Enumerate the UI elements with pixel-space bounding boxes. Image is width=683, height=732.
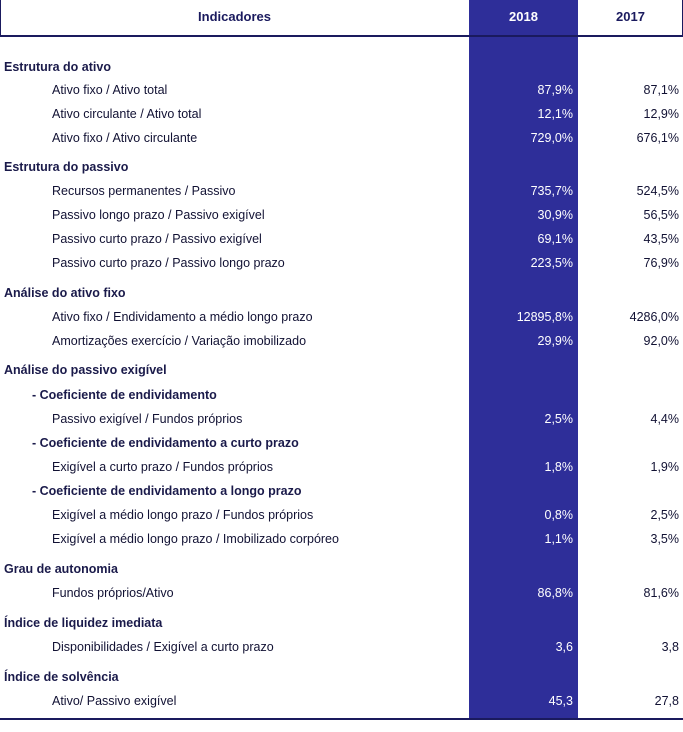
row-value-2018: 223,5% — [530, 256, 573, 270]
row-value-2018: 29,9% — [537, 334, 573, 348]
row-value-2018: 12,1% — [537, 107, 573, 121]
row-label: Ativo fixo / Ativo total — [52, 83, 168, 97]
section-estrutura-ativo: Estrutura do ativo — [4, 60, 111, 74]
subsection-coeficiente-endividamento: - Coeficiente de endividamento — [32, 388, 217, 402]
row-value-2017: 56,5% — [643, 208, 679, 222]
section-analise-passivo-exigivel: Análise do passivo exigível — [4, 363, 167, 377]
table-bottom-rule — [0, 718, 683, 720]
table-row — [0, 407, 683, 431]
table-row — [0, 455, 683, 479]
row-value-2018: 87,9% — [537, 83, 573, 97]
row-label: Ativo/ Passivo exigível — [52, 694, 177, 708]
table-row — [0, 503, 683, 527]
table-row — [0, 227, 683, 251]
table-row — [0, 527, 683, 551]
row-value-2017: 676,1% — [636, 131, 679, 145]
row-label: Ativo circulante / Ativo total — [52, 107, 202, 121]
row-value-2018: 3,6 — [555, 640, 573, 654]
table-row — [0, 635, 683, 659]
row-value-2017: 81,6% — [643, 586, 679, 600]
section-solvencia: Índice de solvência — [4, 670, 119, 684]
row-value-2017: 2,5% — [650, 508, 679, 522]
row-value-2018: 729,0% — [530, 131, 573, 145]
table-row — [0, 78, 683, 102]
row-value-2017: 524,5% — [636, 184, 679, 198]
row-label: Exigível a médio longo prazo / Fundos próprios — [52, 508, 314, 522]
row-label: Exigível a curto prazo / Fundos próprios — [52, 460, 273, 474]
table-row — [0, 305, 683, 329]
section-liquidez-imediata: Índice de liquidez imediata — [4, 616, 163, 630]
table-row — [0, 689, 683, 713]
table-row — [0, 251, 683, 275]
row-value-2018: 45,3 — [548, 694, 573, 708]
table-row — [0, 581, 683, 605]
row-value-2018: 1,1% — [544, 532, 573, 546]
row-value-2017: 3,5% — [650, 532, 679, 546]
table-row — [0, 179, 683, 203]
section-analise-ativo-fixo: Análise do ativo fixo — [4, 286, 126, 300]
row-label: Amortizações exercício / Variação imobilizado — [52, 334, 307, 348]
header-2017: 2017 — [616, 9, 645, 24]
table-row — [0, 102, 683, 126]
row-label: Passivo curto prazo / Passivo longo prazo — [52, 256, 285, 270]
row-value-2018: 69,1% — [537, 232, 573, 246]
row-value-2018: 1,8% — [544, 460, 573, 474]
row-label: Fundos próprios/Ativo — [52, 586, 174, 600]
row-label: Exigível a médio longo prazo / Imobilizado corpóreo — [52, 532, 339, 546]
header-left-border — [0, 0, 1, 36]
row-label: Passivo curto prazo / Passivo exigível — [52, 232, 262, 246]
table-row — [0, 126, 683, 150]
row-label: Passivo exigível / Fundos próprios — [52, 412, 243, 426]
row-value-2017: 87,1% — [643, 83, 679, 97]
table-row — [0, 203, 683, 227]
row-label: Disponibilidades / Exigível a curto prazo — [52, 640, 274, 654]
subsection-coeficiente-curto-prazo: - Coeficiente de endividamento a curto prazo — [32, 436, 299, 450]
section-estrutura-passivo: Estrutura do passivo — [4, 160, 129, 174]
row-value-2018: 86,8% — [537, 586, 573, 600]
row-value-2017: 4,4% — [650, 412, 679, 426]
header-indicadores: Indicadores — [198, 9, 271, 24]
row-value-2017: 92,0% — [643, 334, 679, 348]
header-2018: 2018 — [509, 9, 538, 24]
row-value-2017: 12,9% — [643, 107, 679, 121]
row-value-2018: 2,5% — [544, 412, 573, 426]
row-value-2017: 4286,0% — [629, 310, 679, 324]
section-grau-autonomia: Grau de autonomia — [4, 562, 118, 576]
row-value-2017: 3,8 — [661, 640, 679, 654]
header-bottom-rule — [0, 35, 683, 37]
row-value-2017: 76,9% — [643, 256, 679, 270]
row-label: Ativo fixo / Endividamento a médio longo prazo — [52, 310, 313, 324]
row-value-2018: 0,8% — [544, 508, 573, 522]
table-row — [0, 329, 683, 353]
row-value-2017: 43,5% — [643, 232, 679, 246]
row-value-2017: 1,9% — [650, 460, 679, 474]
row-value-2018: 12895,8% — [516, 310, 573, 324]
subsection-coeficiente-longo-prazo: - Coeficiente de endividamento a longo prazo — [32, 484, 302, 498]
row-value-2018: 30,9% — [537, 208, 573, 222]
row-value-2017: 27,8 — [654, 694, 679, 708]
row-value-2018: 735,7% — [530, 184, 573, 198]
row-label: Recursos permanentes / Passivo — [52, 184, 236, 198]
row-label: Passivo longo prazo / Passivo exigível — [52, 208, 265, 222]
row-label: Ativo fixo / Ativo circulante — [52, 131, 198, 145]
